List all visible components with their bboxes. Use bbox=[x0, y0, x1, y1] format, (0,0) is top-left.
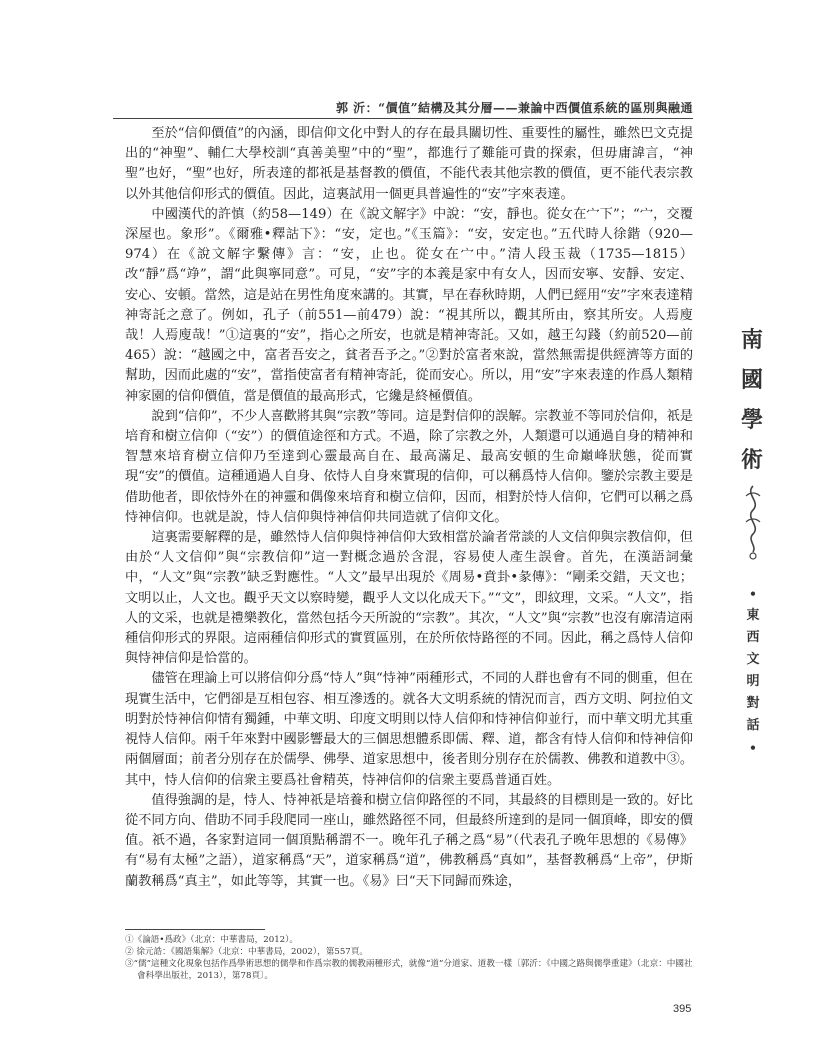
column-dot: • bbox=[749, 741, 757, 755]
column-char: 文 bbox=[746, 652, 760, 667]
paragraph-4: 這裏需要解釋的是，雖然恃人信仰與恃神信仰大致相當於論者常談的人文信仰與宗教信仰，但由於“人文信仰”與“宗教信仰”這一對概念過於含混，容易使人產生誤會。首先，在漢語詞彙中，“人文”與“宗教”缺乏對應性。“人文”最早出現於《周易•賁卦•彖傳》：“剛柔交錯，天文也；文明以止，人文也。觀乎天文以察時變，觀乎人文以化成天下。”“文”，即紋理，文采。“人文”，指人的文采，也就是禮樂教化，當然包括今天所說的“宗教”。其次，“人文”與“宗教”也沒有廓清這兩種信仰形式的界限。這兩種信仰形式的實質區別，在於所依恃路徑的不同。因此，稱之爲恃人信仰與恃神信仰是恰當的。 bbox=[125, 530, 693, 667]
paragraph-2-text: 中國漢代的許慎（約58—149）在《說文解字》中說：“安，靜也。從女在宀下”；“宀，交覆深屋也。象形”。《爾雅•釋詁下》：“安，定也。”《玉篇》：“安，安定也。”五代時人徐鍇（920—974）在《說文解字繫傳》言：“安，止也。從女在宀中。”清人段玉裁（1735—1815）改“靜”爲“竫”，謂“此與寧同意”。可見，“安”字的本義是家中有女人，因而安寧、安靜、安定、安心、安頓。當然，這是站在男性角度來講的。其實，早在春秋時期，人們已經用“安”字來表達精神寄託之意了。例如，孔子（前551—前479）說：“視其所以，觀其所由，察其所安。人焉廋哉！人焉廋哉！” bbox=[125, 206, 693, 344]
paragraph-1: 至於“信仰價值”的內涵，即信仰文化中對人的存在最具關切性、重要性的屬性，雖然巴文克提出的“神聖”、輔仁大學校訓“真善美聖”中的“聖”，都進行了難能可貴的探索，但毋庸諱言，“神聖”也好，“聖”也好，所表達的都祇是基督教的價值，不能代表其他宗教的價值，更不能代表宗教以外其他信仰形式的價值。因此，這裏試用一個更具普遍性的“安”字來表達。 bbox=[125, 126, 693, 202]
paragraph-2 bbox=[125, 205, 693, 407]
page-number: 395 bbox=[673, 1003, 692, 1015]
paragraph-6: 值得強調的是，恃人、恃神祇是培養和樹立信仰路徑的不同，其最終的目標則是一致的。好比從不同方向、借助不同手段爬同一座山，雖然路徑不同，但最終所達到的是同一個頂峰，即安的價值。祇不過，各家對這同一個頂點稱謂不一。晚年孔子稱之爲“易”（代表孔子晚年思想的《易傳》有“易有太極”之語），道家稱爲“天”，道家稱爲“道”，佛教稱爲“真如”，基督教稱爲“上帝”，伊斯蘭教稱爲“真主”，如此等等，其實一也。《易》曰“天下同歸而殊途， bbox=[125, 792, 693, 889]
seal-ornament-icon bbox=[741, 482, 765, 562]
paragraph-5-text: 儘管在理論上可以將信仰分爲“恃人”與“恃神”兩種形式，不同的人群也會有不同的側重，但在現實生活中，它們卻是互相包容、相互滲透的。就各大文明系統的情況而言，西方文明、阿拉伯文明對於恃神信仰情有獨鍾，中華文明、印度文明則以恃人信仰和恃神信仰並行，而中華文明尤其重視恃人信仰。兩千年來對中國影響最大的三個思想體系即儒、釋、道，都含有恃人信仰和恃神信仰兩個層面；前者分別存在於儒學、佛學、道家思想中，後者則分別存在於儒教、佛教和道教中 bbox=[125, 671, 693, 768]
journal-char: 南 bbox=[740, 327, 763, 353]
paragraph-3: 說到“信仰”，不少人喜歡將其與“宗教”等同。這是對信仰的誤解。宗教並不等同於信仰，祇是培育和樹立信仰（“安”）的價值途徑和方式。不過，除了宗教之外，人類還可以通過自身的精神和智慧來培育樹立信仰乃至達到心靈最高自在、最高滿足、最高安頓的生命巔峰狀態，從而實現“安”的價值。這種通過人自身、依恃人自身來實現的信仰，可以稱爲恃人信仰。鑒於宗教主要是借助他者，即依恃外在的神靈和偶像來培育和樹立信仰，因而，相對於恃人信仰，它們可以稱之爲恃神信仰。也就是說，恃人信仰與恃神信仰共同造就了信仰文化。 bbox=[125, 408, 693, 525]
journal-char: 學 bbox=[740, 407, 763, 433]
column-char: 話 bbox=[746, 718, 760, 733]
paragraph-5 bbox=[125, 669, 693, 790]
paragraph-2-cont-2: ②對於富者來說，當然無需提供經濟等方面的幫助，因而此處的“安”，當指使富者有精神寄託，從而安心。所以，用“安”字來表達的作爲人類精神家園的信仰價值，當是價值的最高形式，它纔是終極價值。 bbox=[125, 348, 694, 404]
header-divider bbox=[113, 118, 693, 119]
article-body bbox=[125, 124, 693, 892]
footnote-1: ①《論語•爲政》（北京：中華書局，2012）。 bbox=[125, 935, 299, 945]
column-char: 明 bbox=[746, 674, 760, 689]
column-dot: • bbox=[749, 587, 757, 601]
paragraph-2-cont-1: ①這裏的“安”，指心之所安，也就是精神寄託。又如，越王勾踐（約前520—前465）說：“越國之中，富者吾安之，貧者吾予之。” bbox=[125, 328, 693, 364]
column-char: 對 bbox=[746, 696, 760, 711]
footnote-2: ② 徐元誥：《國語集解》（北京：中華書局，2002），第557頁。 bbox=[125, 947, 368, 957]
paragraph-5-cont: ③。其中，恃人信仰的信衆主要爲社會精英，恃神信仰的信衆主要爲普通百姓。 bbox=[125, 752, 694, 788]
journal-char: 術 bbox=[740, 447, 763, 473]
footnote-3: ③“儒”這種文化現象包括作爲學術思想的儒學和作爲宗教的儒教兩種形式，就像“道”分道家、道教一樣〔郭沂：《中國之路與儒學重建》（北京：中國社會科學出版社，2013），第78頁〕。 bbox=[125, 959, 693, 981]
column-char: 西 bbox=[746, 630, 760, 645]
column-char: 東 bbox=[746, 608, 760, 623]
footnote-divider bbox=[125, 929, 265, 930]
column-title-vertical bbox=[738, 583, 768, 759]
journal-char: 國 bbox=[740, 367, 763, 393]
journal-title-vertical bbox=[732, 320, 772, 480]
footnotes bbox=[125, 934, 693, 982]
running-header: 郭 沂：“價值”結構及其分層——兼論中西價值系統的區別與融通 bbox=[336, 101, 693, 115]
